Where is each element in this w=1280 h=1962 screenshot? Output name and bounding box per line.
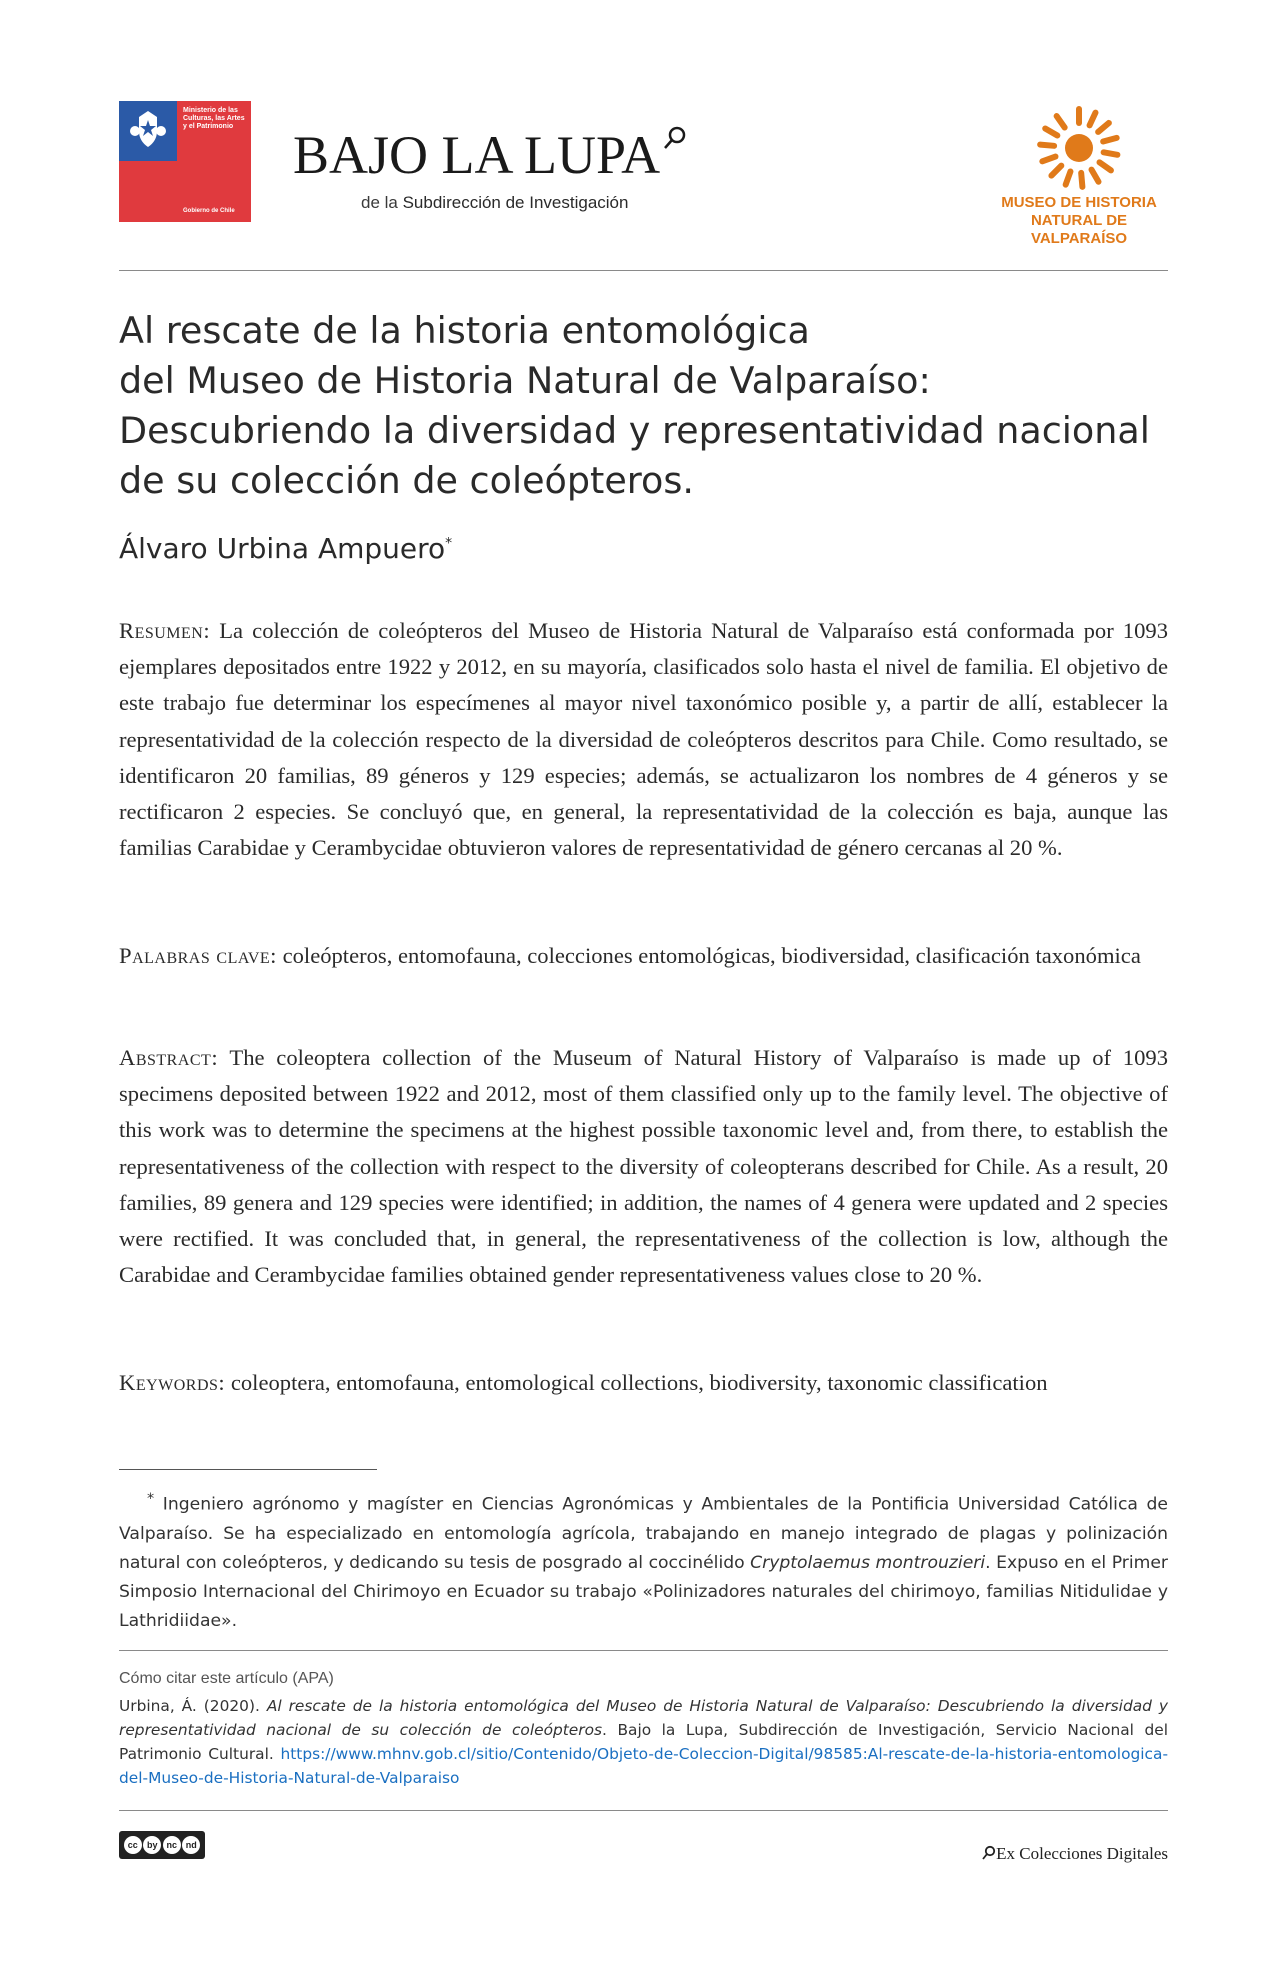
citation-heading: Cómo citar este artículo (APA) [119, 1670, 334, 1687]
magnifier-small-icon [982, 1845, 996, 1861]
keywords-label: Keywords: [119, 1370, 226, 1395]
cc-license-badge[interactable] [119, 1831, 205, 1859]
author-footnote: * Ingeniero agrónomo y magíster en Ciencias Agronómicas y Ambientales de la Pontificia Universidad Católica de Valparaíso. Se ha especializado en entomología agrícola, trabajando en manejo integrado de plagas y polinización natural con coleópteros, y dedicando su tesis de posgrado al coccinélido Cryptolaemus montrouzieri. Expuso en el Primer Simposio Internacional del Chirimoyo en Ecuador su trabajo «Polinizadores naturales del chirimoyo, familias Nitidulidae y Lathridiidae». [119, 1491, 1168, 1631]
resumen-paragraph: Resumen: La colección de coleópteros del Museo de Historia Natural de Valparaíso está conformada por 1093 ejemplares depositados entre 1922 y 2012, en su mayoría, clasificados solo hasta el nivel de familia. El objetivo de este trabajo fue determinar los especímenes al mayor nivel taxonómico posible y, a partir de allí, establecer la representatividad de la colección respecto de la diversidad de coleópteros descritos para Chile. Como resultado, se identificaron 20 familias, 89 géneros y 129 especies; además, se actualizaron los nombres de 4 géneros y se rectificaron 2 especies. Se concluyó que, en general, la representatividad de la colección es baja, aunque las familias Carabidae y Cerambycidae obtuvieron valores de representatividad de género cercanas al 20 %. [119, 618, 1168, 861]
publication-title: BAJO LA LUPA [293, 125, 688, 185]
ministry-text-block [177, 101, 251, 222]
by-icon: by [143, 1836, 161, 1854]
nc-icon: nc [163, 1836, 181, 1854]
palabras-clave-paragraph: Palabras clave: coleópteros, entomofauna, colecciones entomológicas, biodiversidad, clasificación taxonómica [119, 943, 1141, 968]
chile-crest-icon [127, 107, 169, 155]
abstract-label: Abstract: [119, 1045, 219, 1070]
abstract-paragraph: Abstract: The coleoptera collection of the Museum of Natural History of Valparaíso is made up of 1093 specimens deposited between 1922 and 2012, most of them classified only up to the family level. The objective of this work was to determine the specimens at the highest possible taxonomic level and, from there, to establish the representativeness of the collection with respect to the diversity of coleopterans described for Chile. As a result, 20 families, 89 genera and 129 species were identified; in addition, the names of 4 genera were updated and 2 species were rectified. It was concluded that, in general, the representativeness of the collection is low, although the Carabidae and Cerambycidae families obtained gender representativeness values close to 20 %. [119, 1045, 1168, 1288]
resumen-label: Resumen: [119, 618, 211, 643]
ministry-logo [119, 101, 251, 222]
ministry-name: Ministerio de las Culturas, las Artes y el Patrimonio [183, 107, 245, 130]
citation-divider-top [119, 1650, 1168, 1651]
palabras-clave-label: Palabras clave: [119, 943, 277, 968]
nd-icon: nd [182, 1836, 200, 1854]
header-divider [119, 270, 1168, 271]
gov-name: Gobierno de Chile [183, 208, 235, 214]
citation-text: Urbina, Á. (2020). Al rescate de la historia entomológica del Museo de Historia Natural de Valparaíso: Descubriendo la diversidad y representatividad nacional de su colección de coleópteros. Bajo la Lupa, Subdirección de Investigación, Servicio Nacional del Patrimonio Cultural. https://www.mhnv.gob.cl/sitio/Contenido/Objeto-de-Coleccion-Digital/98585:Al-rescate-de-la-historia-entomologica-del-Museo-de-Historia-Natural-de-Valparaiso [119, 1697, 1168, 1787]
magnifier-icon [662, 125, 688, 155]
colecciones-digitales-label: Ex Colecciones Digitales [982, 1844, 1168, 1864]
article-author: Álvaro Urbina Ampuero* [119, 532, 453, 565]
citation-divider-bottom [119, 1810, 1168, 1811]
flag-block [119, 101, 177, 222]
keywords-paragraph: Keywords: coleoptera, entomofauna, entomological collections, biodiversity, taxonomic classification [119, 1370, 1048, 1395]
museum-name: MUSEO DE HISTORIA NATURAL DE VALPARAÍSO [1001, 194, 1157, 247]
cc-icon: cc [124, 1836, 142, 1854]
publication-subtitle: de la Subdirección de Investigación [361, 193, 629, 212]
article-title: Al rescate de la historia entomológica del Museo de Historia Natural de Valparaíso: Descubriendo la diversidad y representatividad nacional de su colección de coleópteros. [119, 309, 1150, 502]
footnote-divider [119, 1469, 377, 1470]
citation-link[interactable]: https://www.mhnv.gob.cl/sitio/Contenido/Objeto-de-Coleccion-Digital/98585:Al-rescate-de-la-historia-entomologica-del-Museo-de-Historia-Natural-de-Valparaiso [119, 1745, 1168, 1787]
